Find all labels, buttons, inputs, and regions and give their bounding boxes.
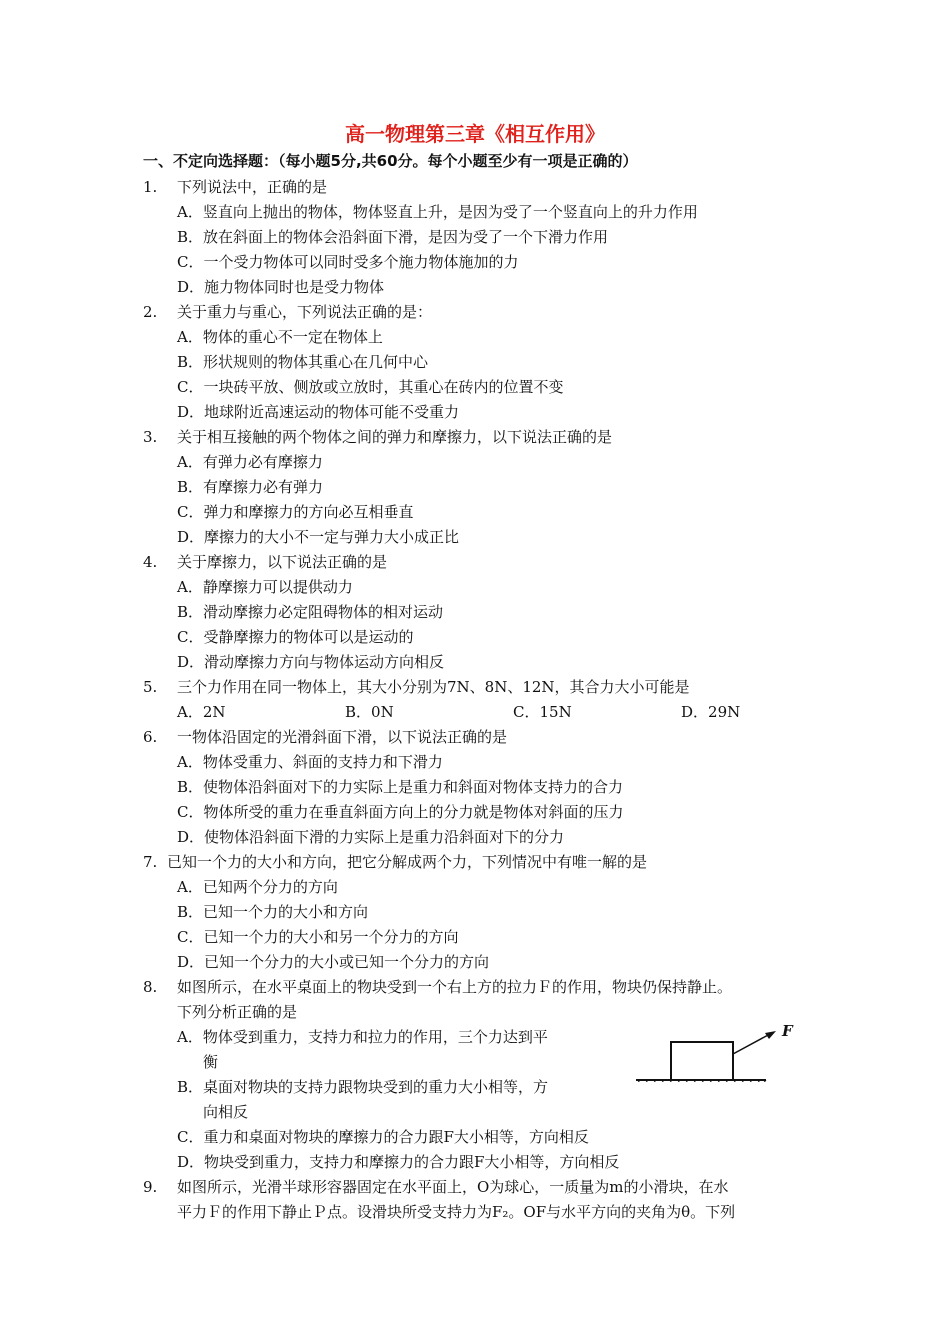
question-stem-continued: 下列分析正确的是 (177, 1003, 298, 1021)
option-d: D．施力物体同时也是受力物体 (177, 278, 385, 296)
page-title: 高一物理第三章《相互作用》 (345, 122, 605, 146)
option-c: C．受静摩擦力的物体可以是运动的 (177, 628, 414, 646)
option-a: A．2N (177, 703, 226, 721)
option-a: A．已知两个分力的方向 (177, 878, 338, 896)
option-d: D．29N (681, 703, 741, 721)
option-d: D．已知一个分力的大小或已知一个分力的方向 (177, 953, 490, 971)
option-c: C．物体所受的重力在垂直斜面方向上的分力就是物体对斜面的压力 (177, 803, 624, 821)
question-3 (143, 425, 813, 450)
option-a: A．有弹力必有摩擦力 (177, 453, 323, 471)
option-d: D．物块受到重力，支持力和摩擦力的合力跟F大小相等，方向相反 (177, 1153, 620, 1171)
question-4 (143, 550, 813, 575)
block-force-diagram (636, 1022, 796, 1082)
option-c: C．重力和桌面对物块的摩擦力的合力跟F大小相等，方向相反 (177, 1128, 589, 1146)
force-arrow-head (765, 1031, 776, 1039)
option-d: D．滑动摩擦力方向与物体运动方向相反 (177, 653, 445, 671)
option-c: C．一块砖平放、侧放或立放时，其重心在砖内的位置不变 (177, 378, 564, 396)
option-b: B．有摩擦力必有弹力 (177, 478, 324, 496)
option-a: A．物体受重力、斜面的支持力和下滑力 (177, 753, 443, 771)
option-a: A．物体的重心不一定在物体上 (177, 328, 383, 346)
question-stem: 如图所示，在水平桌面上的物块受到一个右上方的拉力Ｆ的作用，物块仍保持静止。 (177, 978, 733, 996)
question-number: 4. (143, 553, 158, 571)
option-c: C．15N (513, 703, 572, 721)
question-5 (143, 675, 813, 700)
question-stem: 一物体沿固定的光滑斜面下滑，以下说法正确的是 (177, 728, 508, 746)
question-stem: 关于重力与重心，下列说法正确的是： (177, 303, 433, 321)
question-6 (143, 725, 813, 750)
question-number: 9. (143, 1178, 158, 1196)
question-stem: 如图所示，光滑半球形容器固定在水平面上，O为球心，一质量为m的小滑块，在水 (177, 1178, 729, 1196)
option-a: A．竖直向上抛出的物体，物体竖直上升，是因为受了一个竖直向上的升力作用 (177, 203, 698, 221)
option-b-continued: 向相反 (203, 1103, 249, 1121)
question-stem-continued: 平力Ｆ的作用下静止Ｐ点。设滑块所受支持力为F₂。OF与水平方向的夹角为θ。下列 (177, 1203, 736, 1221)
option-d: D．使物体沿斜面下滑的力实际上是重力沿斜面对下的分力 (177, 828, 565, 846)
option-b: B．已知一个力的大小和方向 (177, 903, 369, 921)
question-2 (143, 300, 813, 325)
question-number: 7. (143, 853, 158, 871)
question-7 (143, 850, 813, 875)
option-b: B．使物体沿斜面对下的力实际上是重力和斜面对物体支持力的合力 (177, 778, 624, 796)
force-arrow-shaft (733, 1034, 770, 1054)
question-stem: 已知一个力的大小和方向，把它分解成两个力，下列情况中有唯一解的是 (167, 853, 648, 871)
question-number: 1. (143, 178, 158, 196)
option-a-continued: 衡 (203, 1053, 219, 1071)
question-number: 5. (143, 678, 158, 696)
question-stem: 关于相互接触的两个物体之间的弹力和摩擦力，以下说法正确的是 (177, 428, 613, 446)
option-b: B．0N (345, 703, 394, 721)
option-row (143, 700, 813, 725)
option-a: A．物体受到重力，支持力和拉力的作用，三个力达到平 (177, 1028, 548, 1046)
question-number: 6. (143, 728, 158, 746)
question-stem: 关于摩擦力，以下说法正确的是 (177, 553, 388, 571)
option-c: C．弹力和摩擦力的方向必互相垂直 (177, 503, 414, 521)
question-stem: 下列说法中，正确的是 (177, 178, 328, 196)
question-number: 2. (143, 303, 158, 321)
option-c: C．一个受力物体可以同时受多个施力物体施加的力 (177, 253, 519, 271)
option-d: D．摩擦力的大小不一定与弹力大小成正比 (177, 528, 460, 546)
force-label: F (782, 1022, 793, 1040)
question-number: 3. (143, 428, 158, 446)
option-b: B．滑动摩擦力必定阻碍物体的相对运动 (177, 603, 444, 621)
question-9 (143, 1175, 813, 1200)
question-8 (143, 975, 813, 1000)
section-heading: 一、不定向选择题：（每小题5分,共60分。每个小题至少有一项是正确的） (143, 152, 638, 170)
option-b: B．形状规则的物体其重心在几何中心 (177, 353, 429, 371)
question-1 (143, 175, 813, 200)
question-stem: 三个力作用在同一物体上，其大小分别为7N、8N、12N，其合力大小可能是 (177, 678, 690, 696)
option-a: A．静摩擦力可以提供动力 (177, 578, 353, 596)
block (671, 1042, 733, 1080)
option-b: B．放在斜面上的物体会沿斜面下滑，是因为受了一个下滑力作用 (177, 228, 609, 246)
option-d: D．地球附近高速运动的物体可能不受重力 (177, 403, 460, 421)
option-b: B．桌面对物块的支持力跟物块受到的重力大小相等，方 (177, 1078, 549, 1096)
question-number: 8. (143, 978, 158, 996)
option-c: C．已知一个力的大小和另一个分力的方向 (177, 928, 459, 946)
